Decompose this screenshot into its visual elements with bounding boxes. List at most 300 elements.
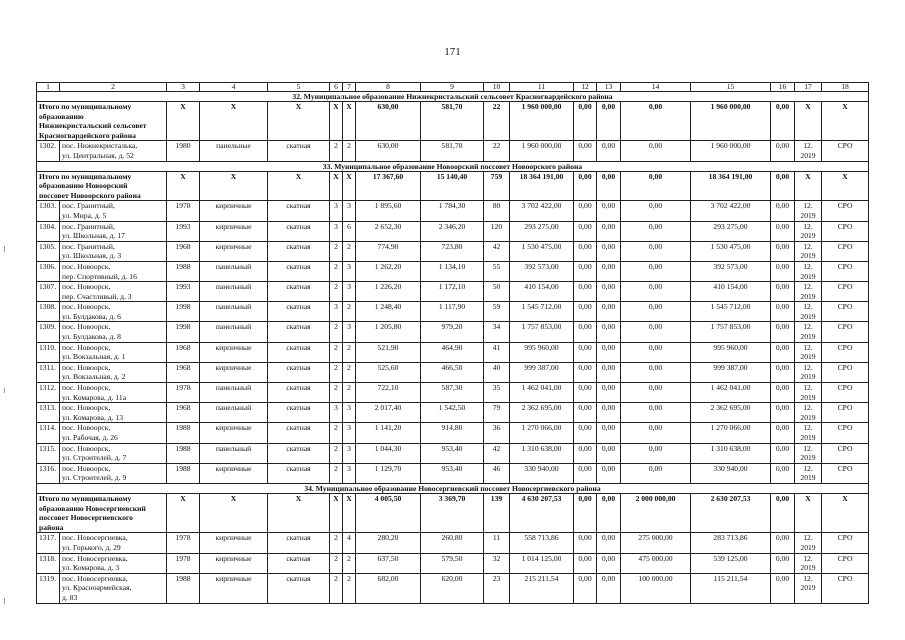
section-title: 32. Муниципальное образование Нижнекристальский сельсовет Красногвардейского района [37, 92, 869, 102]
column-number: 18 [822, 83, 869, 92]
address-cell [60, 282, 167, 302]
roof-type-cell: скатная [268, 221, 330, 241]
roof-type-cell: скатная [268, 423, 330, 443]
year-cell: 1988 [167, 443, 200, 463]
value-cell-c16: 0,00 [771, 573, 795, 603]
deadline-cell [795, 241, 822, 261]
deadline-cell [795, 342, 822, 362]
address-cell [60, 261, 167, 281]
value-cell-c16: 0,00 [771, 241, 795, 261]
value-cell-c11: 1 757 853,00 [510, 322, 574, 342]
value-cell-c8: 1 205,80 [356, 322, 421, 342]
table-row [37, 201, 869, 221]
value-cell-c10: 41 [484, 342, 510, 362]
table-row [37, 302, 869, 322]
total-label-line: поссовет Новосергиевского [39, 513, 133, 523]
value-cell-c16: 0,00 [771, 201, 795, 221]
value-cell-c13: 0,00 [597, 553, 621, 573]
column-number: 2 [60, 83, 167, 92]
address-line: пос. Нижнекристалька, [62, 141, 138, 151]
value-cell-c10: 32 [484, 553, 510, 573]
value-cell-c10: 79 [484, 403, 510, 423]
value-cell-c10: 42 [484, 241, 510, 261]
year-cell: 1968 [167, 362, 200, 382]
address-line: ул. Булдакова, д. 6 [62, 311, 121, 321]
value-cell-c15: 283 713,86 [691, 533, 771, 553]
deadline-line: 2019 [800, 563, 816, 573]
value-cell-c12: 0,00 [574, 383, 597, 403]
roof-type-cell: скатная [268, 302, 330, 322]
value-cell-c7: 6 [343, 221, 356, 241]
address-cell [60, 403, 167, 423]
total-cell-c14: 2 000 000,00 [621, 493, 691, 532]
deadline-line: 2019 [800, 542, 816, 552]
address-cell [60, 221, 167, 241]
method-cell: СРО [822, 241, 869, 261]
roof-type-cell: скатная [268, 201, 330, 221]
method-cell: СРО [822, 533, 869, 553]
table-row [37, 261, 869, 281]
value-cell-c6: 2 [330, 261, 343, 281]
table-row [37, 383, 869, 403]
roof-type-cell: скатная [268, 141, 330, 161]
address-cell [60, 342, 167, 362]
method-cell: СРО [822, 423, 869, 443]
value-cell-c9: 2 346,20 [421, 221, 484, 241]
address-line: пос. Новоорск, [62, 261, 111, 271]
value-cell-c7: 3 [343, 282, 356, 302]
value-cell-c12: 0,00 [574, 553, 597, 573]
method-cell: СРО [822, 261, 869, 281]
value-cell-c6: 2 [330, 322, 343, 342]
table-row [37, 553, 869, 573]
value-cell-c14: 0,00 [621, 443, 691, 463]
value-cell-c8: 637,50 [356, 553, 421, 573]
address-line: ул. Красноармейская, [62, 583, 132, 593]
total-label-line: образованию [39, 111, 84, 121]
wall-material-cell: кирпичные [200, 533, 268, 553]
value-cell-c6: 3 [330, 221, 343, 241]
total-cell-c12: 0,00 [574, 171, 597, 201]
method-cell: СРО [822, 553, 869, 573]
value-cell-c7: 2 [343, 383, 356, 403]
value-cell-c6: 2 [330, 573, 343, 603]
value-cell-c16: 0,00 [771, 403, 795, 423]
wall-material-cell: панельный [200, 282, 268, 302]
deadline-line: 2019 [800, 412, 816, 422]
address-line: пос. Новосергиевка, [62, 533, 128, 543]
total-cell-c10: 22 [484, 102, 510, 141]
deadline-line: 2019 [800, 332, 816, 342]
value-cell-c11: 999 387,00 [510, 362, 574, 382]
total-cell-c5: X [268, 102, 330, 141]
roof-type-cell: скатная [268, 553, 330, 573]
roof-type-cell: скатная [268, 241, 330, 261]
value-cell-c11: 1 310 638,00 [510, 443, 574, 463]
deadline-line: 2019 [800, 231, 816, 241]
value-cell-c10: 36 [484, 423, 510, 443]
column-number: 7 [343, 83, 356, 92]
value-cell-c15: 1 757 853,00 [691, 322, 771, 342]
roof-type-cell: скатная [268, 342, 330, 362]
wall-material-cell: кирпичные [200, 463, 268, 483]
address-line: пос. Новоорск, [62, 282, 111, 292]
address-line: пос. Новоорск, [62, 423, 111, 433]
column-number: 13 [597, 83, 621, 92]
row-number: 1313. [37, 403, 60, 423]
deadline-line: 2019 [800, 311, 816, 321]
value-cell-c12: 0,00 [574, 342, 597, 362]
total-cell-c5: X [268, 171, 330, 201]
value-cell-c7: 3 [343, 201, 356, 221]
deadline-cell [795, 302, 822, 322]
total-cell-c11: 4 630 207,53 [510, 493, 574, 532]
table-row [37, 241, 869, 261]
total-label [37, 171, 167, 201]
method-cell: СРО [822, 201, 869, 221]
wall-material-cell: панельный [200, 322, 268, 342]
value-cell-c9: 620,00 [421, 573, 484, 603]
value-cell-c16: 0,00 [771, 383, 795, 403]
value-cell-c8: 1 044,30 [356, 443, 421, 463]
value-cell-c10: 59 [484, 302, 510, 322]
total-label-line: района [39, 522, 64, 532]
value-cell-c7: 2 [343, 553, 356, 573]
value-cell-c13: 0,00 [597, 241, 621, 261]
value-cell-c9: 1 784,30 [421, 201, 484, 221]
row-number: 1315. [37, 443, 60, 463]
section-header [37, 483, 869, 493]
address-cell [60, 553, 167, 573]
value-cell-c11: 293 275,00 [510, 221, 574, 241]
value-cell-c10: 120 [484, 221, 510, 241]
value-cell-c8: 1 141,20 [356, 423, 421, 443]
total-label-line: образованию Новосергиевский [39, 503, 146, 513]
address-line: пос. Новоорск, [62, 443, 111, 453]
value-cell-c12: 0,00 [574, 403, 597, 423]
deadline-line: 12. [803, 322, 813, 332]
value-cell-c6: 3 [330, 403, 343, 423]
value-cell-c15: 1 530 475,00 [691, 241, 771, 261]
value-cell-c11: 215 211,54 [510, 573, 574, 603]
table-row [37, 403, 869, 423]
address-line: ул. Строителей, д. 9 [62, 473, 127, 483]
value-cell-c8: 630,00 [356, 141, 421, 161]
deadline-line: 12. [803, 342, 813, 352]
value-cell-c10: 55 [484, 261, 510, 281]
total-cell-c16: 0,00 [771, 102, 795, 141]
total-cell-c18: X [822, 171, 869, 201]
wall-material-cell: кирпичные [200, 342, 268, 362]
roof-type-cell: скатная [268, 362, 330, 382]
section-total-row [37, 171, 869, 201]
table-row [37, 463, 869, 483]
total-cell-c18: X [822, 102, 869, 141]
value-cell-c9: 914,80 [421, 423, 484, 443]
value-cell-c9: 723,80 [421, 241, 484, 261]
value-cell-c7: 3 [343, 463, 356, 483]
column-number: 9 [421, 83, 484, 92]
value-cell-c16: 0,00 [771, 221, 795, 241]
roof-type-cell: скатная [268, 322, 330, 342]
value-cell-c12: 0,00 [574, 201, 597, 221]
wall-material-cell: панельный [200, 261, 268, 281]
value-cell-c16: 0,00 [771, 362, 795, 382]
total-cell-c7: X [343, 493, 356, 532]
total-cell-c5: X [268, 493, 330, 532]
deadline-cell [795, 553, 822, 573]
value-cell-c10: 46 [484, 463, 510, 483]
address-cell [60, 463, 167, 483]
value-cell-c12: 0,00 [574, 533, 597, 553]
value-cell-c7: 2 [343, 573, 356, 603]
year-cell: 1968 [167, 403, 200, 423]
total-cell-c7: X [343, 171, 356, 201]
total-cell-c6: X [330, 171, 343, 201]
value-cell-c8: 1 129,70 [356, 463, 421, 483]
value-cell-c9: 953,40 [421, 463, 484, 483]
address-cell [60, 302, 167, 322]
scan-edge-mark [4, 388, 5, 393]
page-number: 171 [444, 46, 461, 58]
value-cell-c15: 1 960 000,00 [691, 141, 771, 161]
method-cell: СРО [822, 282, 869, 302]
address-line: ул. Рабочая, д. 26 [62, 433, 118, 442]
value-cell-c11: 410 154,00 [510, 282, 574, 302]
value-cell-c14: 0,00 [621, 423, 691, 443]
deadline-line: 12. [803, 241, 813, 251]
row-number: 1302. [37, 141, 60, 161]
address-cell [60, 443, 167, 463]
address-line: ул. Вокзальная, д. 1 [62, 352, 126, 362]
value-cell-c13: 0,00 [597, 201, 621, 221]
total-cell-c4: X [200, 102, 268, 141]
value-cell-c16: 0,00 [771, 423, 795, 443]
roof-type-cell: скатная [268, 533, 330, 553]
value-cell-c14: 475 000,00 [621, 553, 691, 573]
value-cell-c10: 11 [484, 533, 510, 553]
row-number: 1303. [37, 201, 60, 221]
address-line: ул. Центральная, д. 52 [62, 150, 134, 160]
total-cell-c6: X [330, 102, 343, 141]
value-cell-c12: 0,00 [574, 261, 597, 281]
row-number: 1317. [37, 533, 60, 553]
section-title: 33. Муниципальное образование Новоорский поссовет Новоорского района [37, 161, 869, 171]
deadline-cell [795, 322, 822, 342]
value-cell-c9: 466,50 [421, 362, 484, 382]
value-cell-c10: 40 [484, 362, 510, 382]
value-cell-c14: 0,00 [621, 282, 691, 302]
value-cell-c13: 0,00 [597, 282, 621, 302]
total-cell-c8: 630,00 [356, 102, 421, 141]
address-line: пос. Новосергиевка, [62, 553, 128, 563]
total-label-line: Нижнекристальский сельсовет [39, 121, 147, 131]
wall-material-cell: кирпичные [200, 362, 268, 382]
total-cell-c7: X [343, 102, 356, 141]
deadline-line: 2019 [800, 352, 816, 362]
value-cell-c13: 0,00 [597, 141, 621, 161]
value-cell-c9: 579,50 [421, 553, 484, 573]
value-cell-c15: 1 270 066,00 [691, 423, 771, 443]
address-line: ул. Комарова, д. 3 [62, 563, 120, 573]
value-cell-c8: 774,90 [356, 241, 421, 261]
total-cell-c18: X [822, 493, 869, 532]
address-line: пос. Новоорск, [62, 302, 111, 312]
deadline-cell [795, 443, 822, 463]
value-cell-c8: 722,10 [356, 383, 421, 403]
wall-material-cell: панельный [200, 403, 268, 423]
year-cell: 1998 [167, 302, 200, 322]
value-cell-c14: 0,00 [621, 241, 691, 261]
value-cell-c14: 0,00 [621, 302, 691, 322]
address-line: ул. Комарова, д. 13 [62, 412, 124, 422]
value-cell-c16: 0,00 [771, 322, 795, 342]
row-number: 1308. [37, 302, 60, 322]
wall-material-cell: панельный [200, 443, 268, 463]
value-cell-c12: 0,00 [574, 141, 597, 161]
value-cell-c13: 0,00 [597, 403, 621, 423]
value-cell-c7: 3 [343, 403, 356, 423]
column-number-row [37, 83, 869, 92]
row-number: 1304. [37, 221, 60, 241]
table-row [37, 282, 869, 302]
column-number: 15 [691, 83, 771, 92]
deadline-line: 12. [803, 282, 813, 292]
address-cell [60, 423, 167, 443]
table-row [37, 423, 869, 443]
address-line: пер. Спортивный, д. 16 [62, 271, 137, 281]
value-cell-c15: 115 211,54 [691, 573, 771, 603]
deadline-line: 12. [803, 573, 813, 583]
total-cell-c8: 4 005,50 [356, 493, 421, 532]
address-cell [60, 362, 167, 382]
address-cell [60, 141, 167, 161]
total-label [37, 102, 167, 141]
value-cell-c16: 0,00 [771, 302, 795, 322]
address-cell [60, 322, 167, 342]
total-cell-c11: 18 364 191,00 [510, 171, 574, 201]
value-cell-c16: 0,00 [771, 261, 795, 281]
address-line: ул. Строителей, д. 7 [62, 453, 127, 463]
deadline-line: 12. [803, 383, 813, 393]
value-cell-c7: 2 [343, 141, 356, 161]
method-cell: СРО [822, 342, 869, 362]
deadline-line: 2019 [800, 372, 816, 382]
wall-material-cell: кирпичные [200, 221, 268, 241]
value-cell-c13: 0,00 [597, 443, 621, 463]
value-cell-c11: 1 545 712,00 [510, 302, 574, 322]
roof-type-cell: скатная [268, 282, 330, 302]
total-cell-c4: X [200, 493, 268, 532]
value-cell-c10: 23 [484, 573, 510, 603]
deadline-line: 2019 [800, 271, 816, 281]
value-cell-c11: 1 462 041,00 [510, 383, 574, 403]
total-label-line: поссовет Новоорского района [39, 190, 141, 200]
deadline-line: 2019 [800, 291, 816, 301]
wall-material-cell: панельный [200, 383, 268, 403]
row-number: 1306. [37, 261, 60, 281]
value-cell-c9: 1 542,50 [421, 403, 484, 423]
total-label-line: образованию Новоорский [39, 181, 128, 191]
method-cell: СРО [822, 221, 869, 241]
deadline-line: 12. [803, 443, 813, 453]
total-label-line: Итого по муниципальному [39, 102, 132, 111]
total-cell-c4: X [200, 171, 268, 201]
address-cell [60, 383, 167, 403]
value-cell-c6: 2 [330, 342, 343, 362]
value-cell-c8: 2 652,30 [356, 221, 421, 241]
total-label-line: Красногвардейского района [39, 130, 136, 140]
total-cell-c9: 581,70 [421, 102, 484, 141]
value-cell-c14: 0,00 [621, 403, 691, 423]
table-row [37, 443, 869, 463]
table-row [37, 322, 869, 342]
deadline-line: 2019 [800, 473, 816, 483]
address-cell [60, 201, 167, 221]
deadline-cell [795, 423, 822, 443]
column-number: 6 [330, 83, 343, 92]
value-cell-c14: 0,00 [621, 322, 691, 342]
year-cell: 1993 [167, 282, 200, 302]
value-cell-c14: 0,00 [621, 383, 691, 403]
row-number: 1312. [37, 383, 60, 403]
total-cell-c14: 0,00 [621, 102, 691, 141]
table-row [37, 362, 869, 382]
address-line: пос. Новосергиевка, [62, 573, 128, 583]
column-number: 16 [771, 83, 795, 92]
total-cell-c13: 0,00 [597, 171, 621, 201]
total-cell-c13: 0,00 [597, 102, 621, 141]
value-cell-c11: 330 940,00 [510, 463, 574, 483]
year-cell: 1978 [167, 201, 200, 221]
deadline-cell [795, 201, 822, 221]
year-cell: 1978 [167, 383, 200, 403]
address-line: пос. Новоорск, [62, 342, 111, 352]
value-cell-c15: 1 462 041,00 [691, 383, 771, 403]
year-cell: 1988 [167, 463, 200, 483]
value-cell-c10: 42 [484, 443, 510, 463]
value-cell-c12: 0,00 [574, 463, 597, 483]
total-cell-c16: 0,00 [771, 493, 795, 532]
value-cell-c7: 2 [343, 362, 356, 382]
address-line: ул. Комарова, д. 11а [62, 392, 127, 402]
value-cell-c6: 2 [330, 443, 343, 463]
value-cell-c14: 0,00 [621, 342, 691, 362]
value-cell-c9: 1 172,10 [421, 282, 484, 302]
deadline-line: 12. [803, 553, 813, 563]
year-cell: 1998 [167, 322, 200, 342]
address-line: ул. Школьная, д. 17 [62, 231, 125, 241]
row-number: 1319. [37, 573, 60, 603]
value-cell-c8: 525,60 [356, 362, 421, 382]
table-row [37, 573, 869, 603]
total-label-line: Итого по муниципальному [39, 171, 132, 181]
total-cell-c12: 0,00 [574, 493, 597, 532]
section-title: 34. Муниципальное образование Новосергиевский поссовет Новосергиевского района [37, 483, 869, 493]
total-cell-c13: 0,00 [597, 493, 621, 532]
value-cell-c14: 0,00 [621, 201, 691, 221]
total-cell-c9: 3 369,70 [421, 493, 484, 532]
deadline-cell [795, 403, 822, 423]
value-cell-c13: 0,00 [597, 322, 621, 342]
row-number: 1316. [37, 463, 60, 483]
total-cell-c3: X [167, 493, 200, 532]
address-line: ул. Вокзальная, д. 2 [62, 372, 126, 382]
value-cell-c6: 3 [330, 201, 343, 221]
deadline-line: 12. [803, 221, 813, 231]
row-number: 1318. [37, 553, 60, 573]
value-cell-c9: 1 117,90 [421, 302, 484, 322]
